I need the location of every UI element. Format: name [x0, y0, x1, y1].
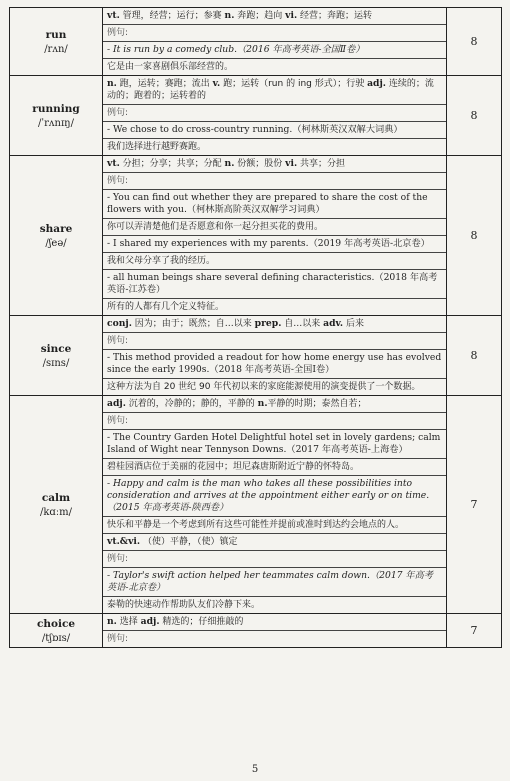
example-translation	[103, 517, 446, 534]
english-sentence: - It is run by a comedy club.（2016 年高考英语-全国Ⅱ卷）	[107, 44, 365, 55]
part-of-speech: adj.	[140, 616, 160, 627]
definition-line	[103, 156, 446, 173]
definitions-cell	[103, 396, 447, 614]
definitions-cell	[103, 76, 447, 156]
examples-label-text: 例句:	[107, 554, 129, 564]
definitions-cell	[103, 156, 447, 316]
headword: share	[39, 222, 73, 235]
frequency-count: 7	[447, 396, 502, 614]
page-number: 5	[251, 764, 259, 775]
definition-line	[103, 534, 446, 551]
meaning-text: 奔跑；趋向	[234, 11, 286, 21]
english-sentence: - The Country Garden Hotel Delightful hotel set in lovely gardens; calm Island of Wight near Tennyson Downs.（2017 年高考英语-上海卷）	[107, 432, 441, 455]
phonetic: /sɪns/	[42, 357, 70, 369]
headword: calm	[41, 491, 71, 504]
examples-label	[103, 631, 446, 647]
phonetic: /ˈrʌnɪŋ/	[38, 117, 74, 129]
part-of-speech: n.	[224, 10, 235, 21]
english-sentence: - Taylor's swift action helped her teammates calm down.（2017 年高考英语-北京卷）	[107, 570, 433, 593]
chinese-translation: 我和父母分享了我的经历。	[107, 256, 216, 266]
part-of-speech: vi.	[285, 158, 298, 169]
english-sentence: - We chose to do cross-country running.（柯林斯英汉双解大词典）	[107, 124, 403, 135]
headword-cell	[10, 156, 103, 316]
chinese-translation: 碧桂园酒店位于美丽的花园中；坦尼森唐斯附近宁静的怀特岛。	[107, 462, 360, 472]
part-of-speech: n.	[257, 398, 268, 409]
chinese-translation: 我们选择进行越野赛跑。	[107, 142, 207, 152]
example-translation	[103, 253, 446, 270]
vocabulary-table	[9, 7, 502, 648]
phonetic: /ʃeə/	[45, 237, 67, 249]
definition-line	[103, 76, 446, 105]
example-sentence	[103, 476, 446, 517]
definitions-cell	[103, 316, 447, 396]
part-of-speech: n.	[107, 78, 117, 89]
chinese-translation: 所有的人都有几个定义特征。	[107, 302, 225, 312]
example-translation	[103, 139, 446, 155]
frequency-count: 8	[447, 76, 502, 156]
headword-cell	[10, 76, 103, 156]
examples-label	[103, 173, 446, 190]
headword: choice	[36, 617, 76, 630]
chinese-translation: 泰勒的快速动作帮助队友们冷静下来。	[107, 600, 261, 610]
meaning-text: 管理，经营；运行；参赛	[119, 11, 225, 21]
meaning-text: 选择	[116, 617, 141, 627]
phonetic: /kɑːm/	[39, 506, 73, 518]
definition-line	[103, 8, 446, 25]
meaning-text: 跑；运转（run 的 ing 形式）；行驶	[220, 79, 368, 89]
entry-row	[10, 614, 502, 648]
examples-label-text: 例句:	[107, 336, 129, 346]
examples-label-text: 例句:	[107, 176, 129, 186]
part-of-speech: vt.	[107, 158, 120, 169]
meaning-text: 精选的；仔细推敲的	[159, 617, 244, 627]
example-translation	[103, 299, 446, 315]
frequency-count: 8	[447, 316, 502, 396]
meaning-text: 自…以来	[281, 319, 324, 329]
part-of-speech: vt.&vi.	[107, 536, 141, 547]
examples-label-text: 例句:	[107, 416, 129, 426]
headword-cell	[10, 614, 103, 648]
english-sentence: - You can find out whether they are prepared to share the cost of the flowers with you.（柯林斯高阶英汉双解学习词典）	[107, 192, 428, 215]
chinese-translation: 它是由一家喜剧俱乐部经营的。	[107, 62, 234, 72]
english-sentence: - Happy and calm is the man who takes all these possibilities into consideration and arrives at the appointment either early or on time.（2015 年高考英语-陕西卷）	[107, 478, 430, 513]
entry-row	[10, 8, 502, 76]
meaning-text: 共享；分担	[297, 159, 346, 169]
part-of-speech: adj.	[107, 398, 126, 409]
frequency-count: 8	[447, 8, 502, 76]
meaning-text: 经营；奔跑；运转	[297, 11, 373, 21]
chinese-translation: 这种方法为自 20 世纪 90 年代初以来的家庭能源使用的演变提供了一个数据。	[107, 382, 421, 392]
examples-label	[103, 413, 446, 430]
example-sentence	[103, 270, 446, 299]
meaning-text: 分担；分享；共享；分配	[119, 159, 225, 169]
chinese-translation: 快乐和平静是一个考虑到所有这些可能性并提前或准时到达约会地点的人。	[107, 520, 405, 530]
meaning-text: 平静的时期；泰然自若；	[267, 399, 367, 409]
english-sentence: - all human beings share several defining characteristics.（2018 年高考英语-江苏卷）	[107, 272, 438, 295]
examples-label-text: 例句:	[107, 634, 129, 644]
example-translation	[103, 379, 446, 395]
meaning-text: 后来	[343, 319, 365, 329]
meaning-text: 跑，运转；赛跑；流出	[116, 79, 213, 89]
part-of-speech: adj.	[367, 78, 386, 89]
part-of-speech: vt.	[107, 10, 120, 21]
part-of-speech: prep.	[254, 318, 282, 329]
part-of-speech: conj.	[107, 318, 132, 329]
example-sentence	[103, 190, 446, 219]
part-of-speech: n.	[107, 616, 117, 627]
examples-label-text: 例句:	[107, 28, 129, 38]
meaning-text: 份额；股份	[234, 159, 286, 169]
examples-label	[103, 25, 446, 42]
headword: running	[32, 102, 80, 115]
definition-line	[103, 614, 446, 631]
part-of-speech: v.	[212, 78, 221, 89]
examples-label	[103, 551, 446, 568]
example-sentence	[103, 568, 446, 597]
definition-line	[103, 396, 446, 413]
part-of-speech: vi.	[285, 10, 298, 21]
english-sentence: - This method provided a readout for how home energy use has evolved since the early 1990s.（2018 年高考英语-全国Ⅰ卷）	[107, 352, 442, 375]
definition-line	[103, 316, 446, 333]
example-sentence	[103, 42, 446, 59]
definitions-cell	[103, 8, 447, 76]
example-sentence	[103, 122, 446, 139]
meaning-text: 因为；由于；既然；自…以来	[131, 319, 255, 329]
entry-row	[10, 156, 502, 316]
entry-row	[10, 316, 502, 396]
example-sentence	[103, 430, 446, 459]
examples-label	[103, 105, 446, 122]
example-translation	[103, 459, 446, 476]
entry-row	[10, 76, 502, 156]
headword-cell	[10, 8, 103, 76]
example-translation	[103, 59, 446, 75]
meaning-text: 连续的；流动的；跑着的；运转着的	[107, 79, 434, 101]
meaning-text: 沉着的，冷静的；静的，平静的	[125, 399, 258, 409]
frequency-count: 8	[447, 156, 502, 316]
definitions-cell	[103, 614, 447, 648]
example-sentence	[103, 350, 446, 379]
chinese-translation: 你可以弄清楚他们是否愿意和你一起分担买花的费用。	[107, 222, 324, 232]
phonetic: /tʃɒɪs/	[41, 632, 71, 644]
entry-row	[10, 396, 502, 614]
headword: run	[45, 28, 67, 41]
part-of-speech: n.	[224, 158, 235, 169]
headword-cell	[10, 396, 103, 614]
frequency-count: 7	[447, 614, 502, 648]
phonetic: /rʌn/	[44, 43, 68, 55]
headword-cell	[10, 316, 103, 396]
part-of-speech: adv.	[323, 318, 344, 329]
examples-label	[103, 333, 446, 350]
example-sentence	[103, 236, 446, 253]
examples-label-text: 例句:	[107, 108, 129, 118]
english-sentence: - I shared my experiences with my parents.（2019 年高考英语-北京卷）	[107, 238, 430, 249]
example-translation	[103, 219, 446, 236]
example-translation	[103, 597, 446, 613]
headword: since	[40, 342, 72, 355]
meaning-text: （使）平静，（使）镇定	[140, 537, 238, 547]
